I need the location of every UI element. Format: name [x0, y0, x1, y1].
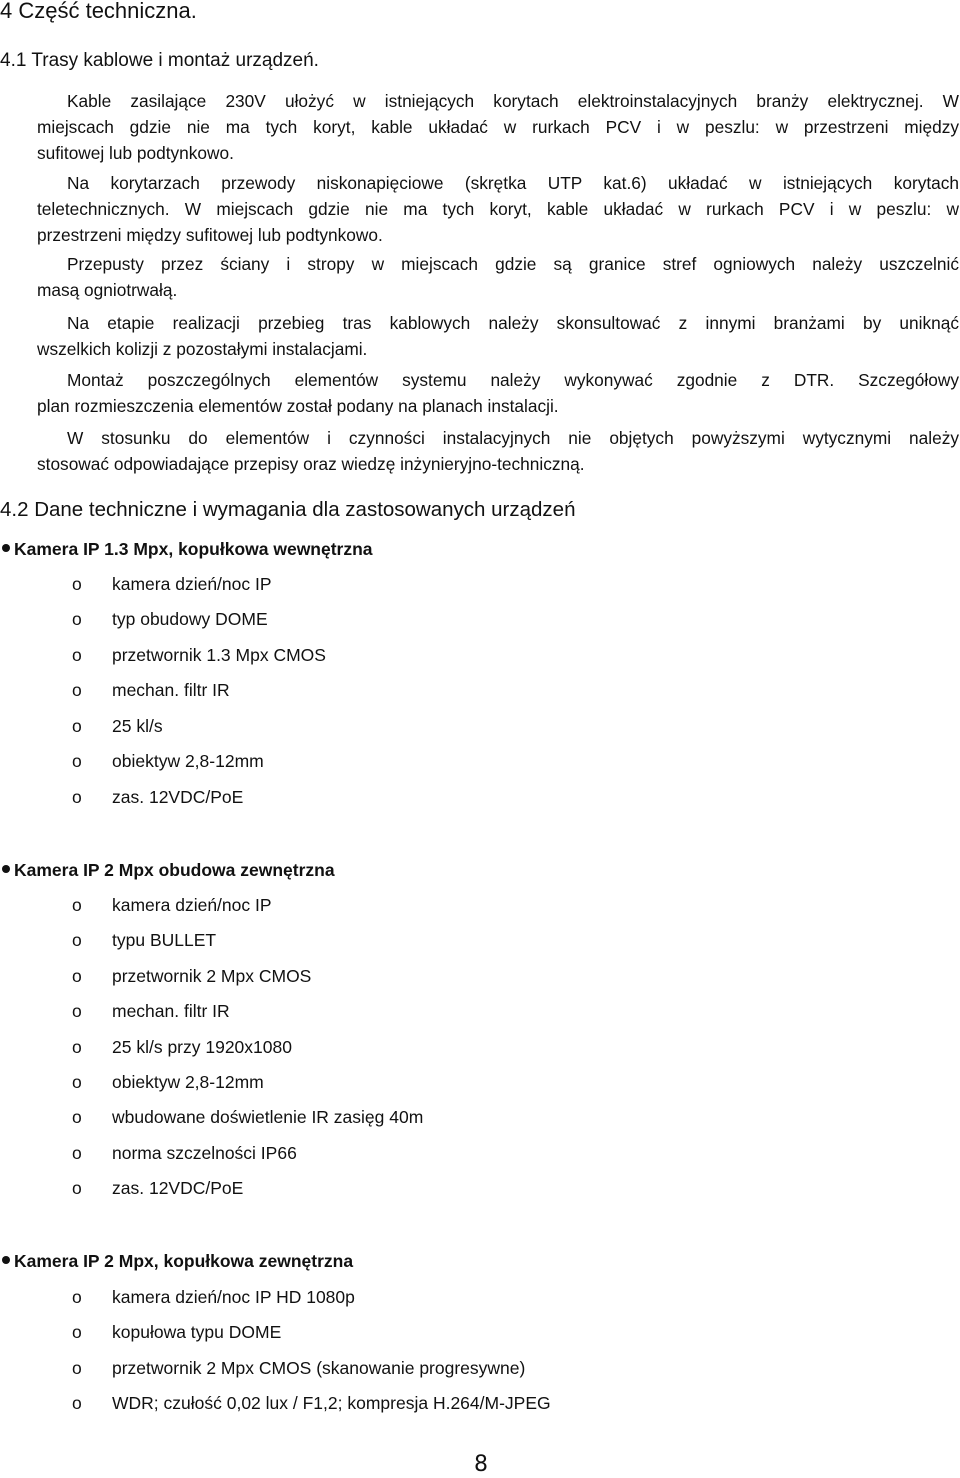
- spec-text: 25 kl/s przy 1920x1080: [112, 1037, 292, 1057]
- spec-item: [72, 1072, 264, 1093]
- list-marker-icon: o: [72, 1178, 82, 1198]
- bullet-icon: [2, 865, 10, 873]
- camera-heading: [2, 860, 335, 881]
- camera-name: Kamera IP 2 Mpx obudowa zewnętrzna: [14, 860, 335, 880]
- spec-item: [72, 787, 244, 808]
- list-marker-icon: o: [72, 930, 82, 950]
- paragraph-line: Montaż poszczególnych elementów systemu należy wykonywać zgodnie z DTR. Szczegółowy: [67, 370, 959, 390]
- page-number: 8: [474, 1452, 488, 1477]
- spec-text: norma szczelności IP66: [112, 1143, 297, 1163]
- spec-item: [72, 574, 272, 595]
- paragraph-low-voltage: [37, 170, 959, 248]
- list-marker-icon: o: [72, 574, 82, 594]
- spec-text: kamera dzień/noc IP: [112, 574, 272, 594]
- section-heading-4-2: 4.2 Dane techniczne i wymagania dla zastosowanych urządzeń: [0, 498, 576, 521]
- paragraph-line: stosować odpowiadające przepisy oraz wiedzę inżynieryjno-techniczną.: [37, 454, 585, 474]
- spec-text: typu BULLET: [112, 930, 217, 950]
- list-marker-icon: o: [72, 1287, 82, 1307]
- spec-item: [72, 1358, 526, 1379]
- spec-text: obiektyw 2,8-12mm: [112, 1072, 264, 1092]
- paragraph-line: Przepusty przez ściany i stropy w miejscach gdzie są granice stref ogniowych należy uszczelnić: [67, 254, 959, 274]
- paragraph-cables-230v: [37, 88, 959, 166]
- paragraph-line: przestrzeni między sufitowej lub podtynkowo.: [37, 225, 383, 245]
- list-marker-icon: o: [72, 1037, 82, 1057]
- spec-item: [72, 716, 163, 737]
- section-heading-4-1: 4.1 Trasy kablowe i montaż urządzeń.: [0, 50, 319, 71]
- spec-item: [72, 895, 272, 916]
- spec-item: [72, 1322, 282, 1343]
- list-marker-icon: o: [72, 1322, 82, 1342]
- camera-heading: [2, 1251, 353, 1272]
- spec-text: obiektyw 2,8-12mm: [112, 751, 264, 771]
- spec-text: WDR; czułość 0,02 lux / F1,2; kompresja H.264/M-JPEG: [112, 1393, 551, 1413]
- spec-text: kamera dzień/noc IP: [112, 895, 272, 915]
- paragraph-line: plan rozmieszczenia elementów został podany na planach instalacji.: [37, 396, 559, 416]
- spec-item: [72, 1001, 230, 1022]
- spec-item: [72, 1143, 297, 1164]
- spec-item: [72, 930, 217, 951]
- spec-item: [72, 680, 230, 701]
- list-marker-icon: o: [72, 966, 82, 986]
- list-marker-icon: o: [72, 1143, 82, 1163]
- spec-text: zas. 12VDC/PoE: [112, 1178, 244, 1198]
- chapter-heading: 4 Część techniczna.: [0, 0, 197, 23]
- paragraph-line: sufitowej lub podtynkowo.: [37, 143, 234, 163]
- paragraph-coordination: [37, 310, 959, 362]
- list-marker-icon: o: [72, 1001, 82, 1021]
- spec-text: kamera dzień/noc IP HD 1080p: [112, 1287, 355, 1307]
- spec-item: [72, 1037, 292, 1058]
- list-marker-icon: o: [72, 1107, 82, 1127]
- paragraph-line: teletechnicznych. W miejscach gdzie nie ma tych koryt, kable układać w rurkach PCV i w peszlu: w: [37, 199, 959, 219]
- spec-text: przetwornik 2 Mpx CMOS: [112, 966, 312, 986]
- list-marker-icon: o: [72, 751, 82, 771]
- bullet-icon: [2, 544, 10, 552]
- paragraph-line: Kable zasilające 230V ułożyć w istniejących korytach elektroinstalacyjnych branży elektrycznej. W: [67, 91, 959, 111]
- list-marker-icon: o: [72, 1072, 82, 1092]
- spec-text: zas. 12VDC/PoE: [112, 787, 244, 807]
- spec-text: 25 kl/s: [112, 716, 163, 736]
- paragraph-fire-seals: [37, 251, 959, 303]
- paragraph-line: miejscach gdzie nie ma tych koryt, kable układać w rurkach PCV i w peszlu: w przestrzeni między: [37, 117, 959, 137]
- list-marker-icon: o: [72, 680, 82, 700]
- spec-text: wbudowane doświetlenie IR zasięg 40m: [112, 1107, 424, 1127]
- paragraph-line: W stosunku do elementów i czynności instalacyjnych nie objętych powyższymi wytycznymi należy: [67, 428, 959, 448]
- spec-text: mechan. filtr IR: [112, 680, 230, 700]
- bullet-icon: [2, 1256, 10, 1264]
- list-marker-icon: o: [72, 787, 82, 807]
- list-marker-icon: o: [72, 1358, 82, 1378]
- spec-item: [72, 1287, 355, 1308]
- camera-name: Kamera IP 2 Mpx, kopułkowa zewnętrzna: [14, 1251, 354, 1271]
- paragraph-regulations: [37, 425, 959, 477]
- spec-item: [72, 1107, 424, 1128]
- spec-text: typ obudowy DOME: [112, 609, 268, 629]
- camera-heading: [2, 539, 373, 560]
- spec-text: mechan. filtr IR: [112, 1001, 230, 1021]
- paragraph-line: Na etapie realizacji przebieg tras kablowych należy skonsultować z innymi branżami by uniknąć: [67, 313, 959, 333]
- spec-text: przetwornik 2 Mpx CMOS (skanowanie progresywne): [112, 1358, 526, 1378]
- list-marker-icon: o: [72, 895, 82, 915]
- spec-text: kopułowa typu DOME: [112, 1322, 282, 1342]
- list-marker-icon: o: [72, 716, 82, 736]
- paragraph-assembly: [37, 367, 959, 419]
- spec-item: [72, 609, 268, 630]
- spec-text: przetwornik 1.3 Mpx CMOS: [112, 645, 326, 665]
- spec-item: [72, 1393, 551, 1414]
- list-marker-icon: o: [72, 1393, 82, 1413]
- list-marker-icon: o: [72, 609, 82, 629]
- paragraph-line: Na korytarzach przewody niskonapięciowe (skrętka UTP kat.6) układać w istniejących korytach: [67, 173, 959, 193]
- spec-item: [72, 1178, 244, 1199]
- paragraph-line: wszelkich kolizji z pozostałymi instalacjami.: [37, 339, 368, 359]
- camera-name: Kamera IP 1.3 Mpx, kopułkowa wewnętrzna: [14, 539, 373, 559]
- spec-item: [72, 966, 312, 987]
- paragraph-line: masą ogniotrwałą.: [37, 280, 178, 300]
- list-marker-icon: o: [72, 645, 82, 665]
- spec-item: [72, 645, 326, 666]
- spec-item: [72, 751, 264, 772]
